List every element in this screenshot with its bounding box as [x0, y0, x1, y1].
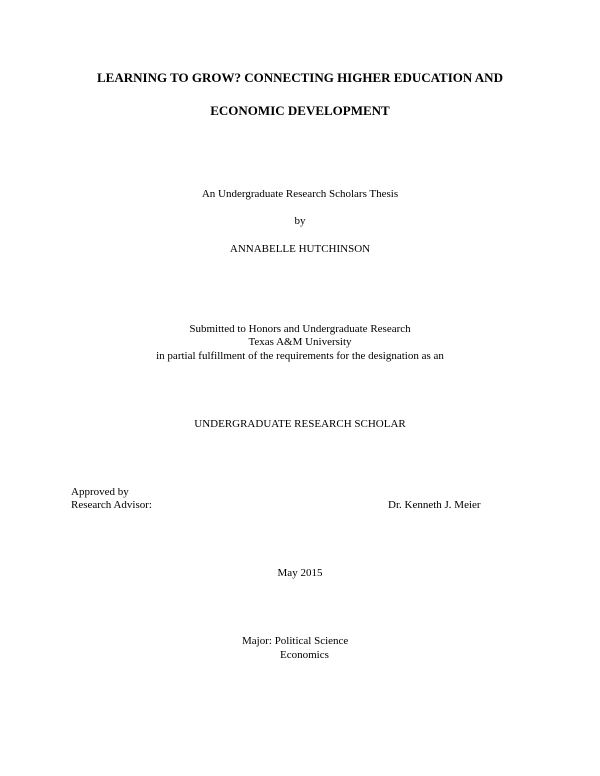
submission-line-1: Submitted to Honors and Undergraduate Research — [189, 323, 411, 335]
submission-line-2: Texas A&M University — [248, 336, 352, 348]
by-label: by — [294, 215, 306, 227]
designation: UNDERGRADUATE RESEARCH SCHOLAR — [194, 418, 406, 430]
major-line-1: Major: Political Science — [242, 635, 349, 647]
advisor-name: Dr. Kenneth J. Meier — [388, 499, 481, 511]
title-line-2: ECONOMIC DEVELOPMENT — [210, 103, 390, 118]
submission-line-3: in partial fulfillment of the requirements for the designation as an — [156, 350, 444, 362]
major-line-2: Economics — [280, 649, 329, 661]
advisor-label: Research Advisor: — [71, 499, 152, 511]
approved-by-label: Approved by — [71, 486, 129, 498]
author-name: ANNABELLE HUTCHINSON — [229, 243, 371, 255]
title-line-1: LEARNING TO GROW? CONNECTING HIGHER EDUCATION AND — [97, 70, 503, 85]
submission-date: May 2015 — [277, 567, 323, 579]
thesis-type: An Undergraduate Research Scholars Thesis — [201, 188, 399, 200]
